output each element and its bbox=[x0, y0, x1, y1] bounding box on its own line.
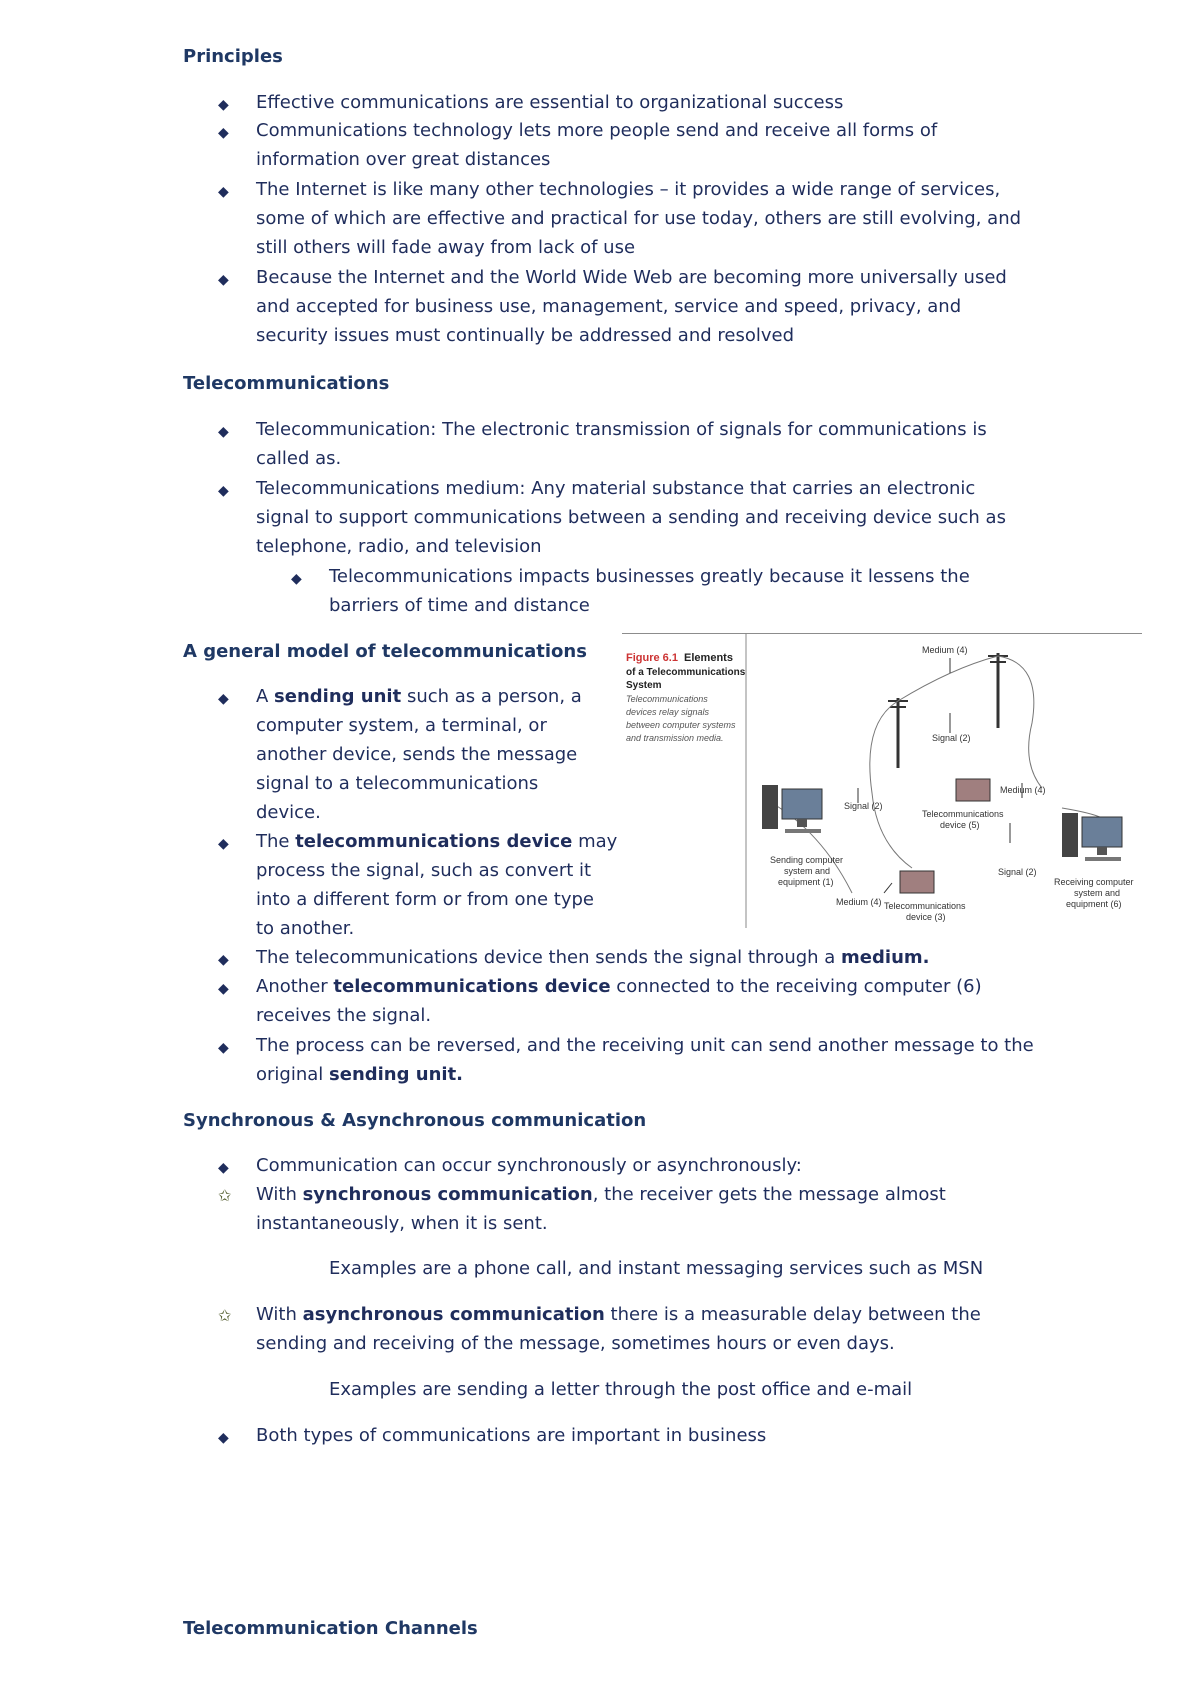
async-s2-line-2: sending and receiving of the message, sometimes hours or even days. bbox=[256, 1333, 895, 1354]
telecom-def-line-1: Telecommunication: The electronic transmission of signals for communications is bbox=[256, 419, 987, 440]
diamond-bullet-icon: ◆ bbox=[218, 97, 229, 113]
figure-caption-4: and transmission media. bbox=[626, 733, 724, 743]
model-b5-line-1: The process can be reversed, and the receiving unit can send another message to the bbox=[256, 1035, 1034, 1056]
telecom-medium-line-3: telephone, radio, and television bbox=[256, 536, 542, 557]
model-b1-line-3: another device, sends the message bbox=[256, 744, 578, 765]
sync-example: Examples are a phone call, and instant messaging services such as MSN bbox=[329, 1258, 984, 1279]
label-telecom-device-3-2: device (3) bbox=[906, 912, 946, 922]
wire-top bbox=[898, 656, 998, 701]
wire-right bbox=[998, 656, 1042, 788]
sync-s1-line-2: instantaneously, when it is sent. bbox=[256, 1213, 548, 1234]
figure-caption-2: devices relay signals bbox=[626, 707, 710, 717]
label-telecom-device-5-1: Telecommunications bbox=[922, 809, 1004, 819]
utility-pole-icon bbox=[988, 653, 1008, 728]
utility-pole-icon bbox=[888, 698, 908, 768]
principle-3-line-1: The Internet is like many other technologies – it provides a wide range of services, bbox=[256, 179, 1001, 200]
model-b1-line-4: signal to a telecommunications bbox=[256, 773, 539, 794]
principle-2-line-2: information over great distances bbox=[256, 149, 551, 170]
telecommunications-heading: Telecommunications bbox=[183, 373, 390, 394]
label-telecom-device-3-1: Telecommunications bbox=[884, 901, 966, 911]
model-b4-line-2: receives the signal. bbox=[256, 1005, 432, 1026]
label-sending-3: equipment (1) bbox=[778, 877, 834, 887]
label-medium-right: Medium (4) bbox=[1000, 785, 1046, 795]
telecom-impact-line-1: Telecommunications impacts businesses greatly because it lessens the bbox=[329, 566, 970, 587]
model-b2-line-4: to another. bbox=[256, 918, 355, 939]
label-sending-2: system and bbox=[784, 866, 831, 876]
label-telecom-device-5-2: device (5) bbox=[940, 820, 980, 830]
sync-async-heading: Synchronous & Asynchronous communication bbox=[183, 1110, 647, 1131]
label-receiving-2: system and bbox=[1074, 888, 1121, 898]
diamond-bullet-icon: ◆ bbox=[218, 184, 229, 200]
telecom-device-icon bbox=[956, 779, 990, 801]
diamond-bullet-icon: ◆ bbox=[291, 571, 302, 587]
diamond-bullet-icon: ◆ bbox=[218, 691, 229, 707]
label-sending-1: Sending computer bbox=[770, 855, 844, 865]
model-b1-line-1: A sending unit such as a person, a bbox=[256, 686, 582, 707]
figure-title-2: of a Telecommunications bbox=[626, 667, 746, 678]
principle-4-line-2: and accepted for business use, management, service and speed, privacy, and bbox=[256, 296, 962, 317]
telecom-device-icon bbox=[900, 871, 934, 893]
principle-3-line-3: still others will fade away from lack of use bbox=[256, 237, 636, 258]
model-b2-line-2: process the signal, such as convert it bbox=[256, 860, 592, 881]
label-receiving-1: Receiving computer bbox=[1054, 877, 1134, 887]
async-s2-line-1: With asynchronous communication there is a measurable delay between the bbox=[256, 1304, 981, 1325]
star-bullet-icon: ✩ bbox=[218, 1306, 232, 1325]
diamond-bullet-icon: ◆ bbox=[218, 1160, 229, 1176]
sending-computer-icon bbox=[762, 785, 822, 833]
sync-b2: Both types of communications are important in business bbox=[256, 1425, 767, 1446]
model-b2-line-1: The telecommunications device may bbox=[256, 831, 618, 852]
label-medium-top: Medium (4) bbox=[922, 645, 968, 655]
model-b3: The telecommunications device then sends the signal through a medium. bbox=[256, 947, 930, 968]
telecom-system-figure bbox=[622, 633, 1142, 928]
wire-left bbox=[870, 701, 912, 868]
channels-heading: Telecommunication Channels bbox=[183, 1618, 478, 1639]
diamond-bullet-icon: ◆ bbox=[218, 981, 229, 997]
principle-4-line-1: Because the Internet and the World Wide Web are becoming more universally used bbox=[256, 267, 1007, 288]
star-bullet-icon: ✩ bbox=[218, 1186, 232, 1205]
label-medium-bottom: Medium (4) bbox=[836, 897, 882, 907]
diamond-bullet-icon: ◆ bbox=[218, 952, 229, 968]
diamond-bullet-icon: ◆ bbox=[218, 1430, 229, 1446]
diamond-bullet-icon: ◆ bbox=[218, 424, 229, 440]
figure-caption-3: between computer systems bbox=[626, 720, 736, 730]
telecom-medium-line-1: Telecommunications medium: Any material substance that carries an electronic bbox=[256, 478, 976, 499]
sync-b1: Communication can occur synchronously or asynchronously: bbox=[256, 1155, 802, 1176]
label-signal-top: Signal (2) bbox=[932, 733, 971, 743]
model-b5-line-2: original sending unit. bbox=[256, 1064, 464, 1085]
diamond-bullet-icon: ◆ bbox=[218, 125, 229, 141]
figure-caption-1: Telecommunications bbox=[626, 694, 708, 704]
diamond-bullet-icon: ◆ bbox=[218, 1040, 229, 1056]
label-signal-left: Signal (2) bbox=[844, 801, 883, 811]
general-model-heading: A general model of telecommunications bbox=[183, 641, 587, 662]
model-b1-line-2: computer system, a terminal, or bbox=[256, 715, 547, 736]
telecom-medium-line-2: signal to support communications between a sending and receiving device such as bbox=[256, 507, 1006, 528]
model-b1-line-5: device. bbox=[256, 802, 321, 823]
async-example: Examples are sending a letter through the post office and e-mail bbox=[329, 1379, 913, 1400]
receiving-computer-icon bbox=[1062, 813, 1122, 861]
diamond-bullet-icon: ◆ bbox=[218, 483, 229, 499]
figure-title: Figure 6.1 Elements bbox=[626, 652, 733, 664]
principle-3-line-2: some of which are effective and practical for use today, others are still evolving, and bbox=[256, 208, 1022, 229]
label-receiving-3: equipment (6) bbox=[1066, 899, 1122, 909]
principle-1: Effective communications are essential to organizational success bbox=[256, 92, 844, 113]
principles-heading: Principles bbox=[183, 46, 283, 67]
telecom-impact-line-2: barriers of time and distance bbox=[329, 595, 590, 616]
diamond-bullet-icon: ◆ bbox=[218, 272, 229, 288]
figure-title-3: System bbox=[626, 680, 662, 691]
telecom-def-line-2: called as. bbox=[256, 448, 342, 469]
sync-s1-line-1: With synchronous communication, the receiver gets the message almost bbox=[256, 1184, 946, 1205]
model-b4-line-1: Another telecommunications device connected to the receiving computer (6) bbox=[256, 976, 982, 997]
model-b2-line-3: into a different form or from one type bbox=[256, 889, 594, 910]
principle-4-line-3: security issues must continually be addressed and resolved bbox=[256, 325, 794, 346]
diamond-bullet-icon: ◆ bbox=[218, 836, 229, 852]
principle-2-line-1: Communications technology lets more people send and receive all forms of bbox=[256, 120, 938, 141]
label-signal-right: Signal (2) bbox=[998, 867, 1037, 877]
